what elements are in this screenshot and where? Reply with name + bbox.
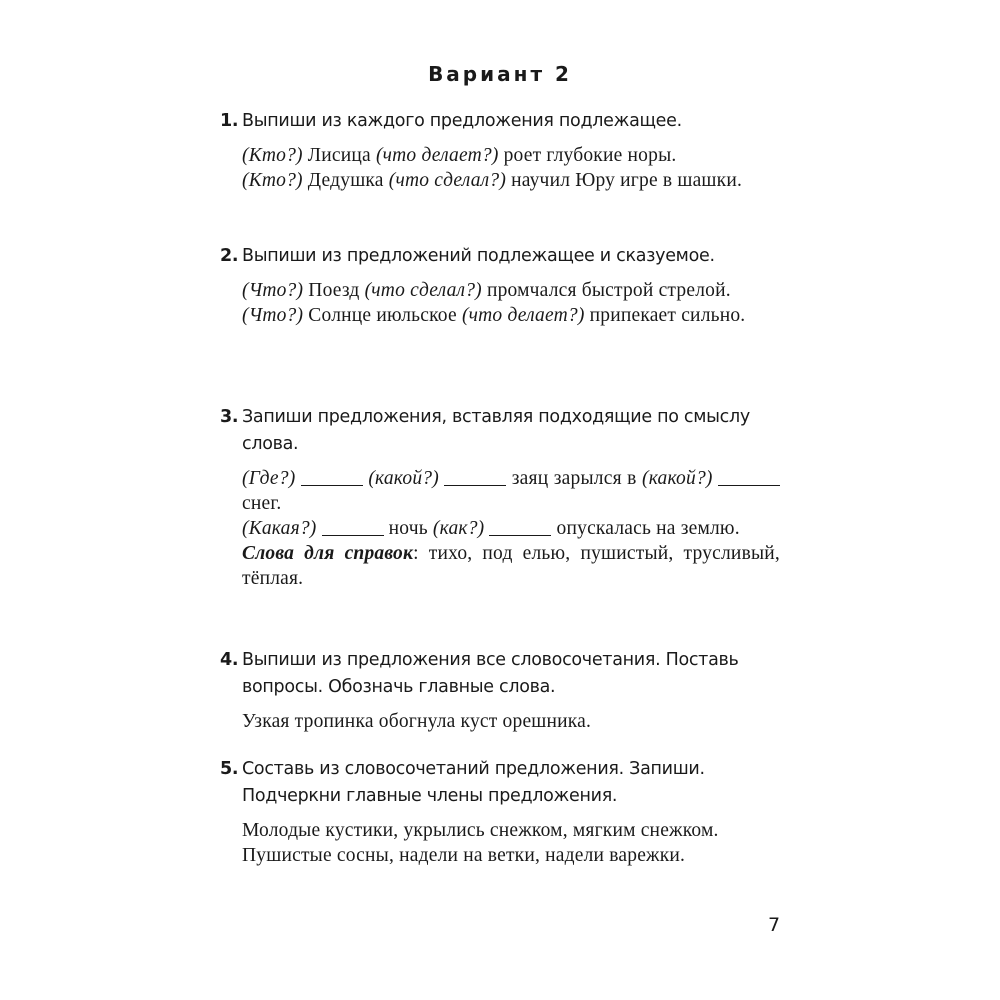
task-examples xyxy=(220,466,780,591)
task-number: 1. xyxy=(220,111,239,131)
answer-blank[interactable] xyxy=(322,517,384,536)
page-number: 7 xyxy=(768,914,781,936)
sentence-text: промчался быстрой стрелой. xyxy=(481,280,731,301)
answer-blank[interactable] xyxy=(301,467,363,486)
sentence-text: роет глубокие норы. xyxy=(498,145,677,166)
example-sentence: Пушистые сосны, надели на ветки, надели варежки. xyxy=(242,845,686,866)
instruction-text: Запиши предложения, вставляя подходящие по смыслу слова. xyxy=(242,407,750,454)
task-instruction xyxy=(220,647,780,701)
sentence-text: припекает сильно. xyxy=(584,305,746,326)
sentence-text: Лисица xyxy=(302,145,376,166)
task-5 xyxy=(220,756,780,868)
page-title: Вариант 2 xyxy=(428,62,572,86)
task-instruction xyxy=(220,243,780,270)
task-4 xyxy=(220,647,780,734)
answer-blank[interactable] xyxy=(718,467,780,486)
instruction-text: Составь из словосочетаний предложения. Запиши. Подчеркни главные члены предложения. xyxy=(242,759,705,806)
instruction-text: Выпиши из предложения все словосочетания. Поставь вопросы. Обозначь главные слова. xyxy=(242,650,739,697)
task-number: 3. xyxy=(220,407,239,427)
task-examples xyxy=(220,278,780,328)
example-sentence: Молодые кустики, укрылись снежком, мягким снежком. xyxy=(242,820,719,841)
task-number: 2. xyxy=(220,246,239,266)
task-2 xyxy=(220,243,780,328)
example-sentence xyxy=(242,303,780,328)
example-sentence xyxy=(242,278,780,303)
question-label: (Какая?) xyxy=(242,518,317,539)
question-label: (что делает?) xyxy=(461,305,585,326)
task-3 xyxy=(220,404,780,591)
instruction-text: Выпиши из каждого предложения подлежащее. xyxy=(242,111,682,131)
task-number: 5. xyxy=(220,759,239,779)
sentence-text: заяц зарылся в xyxy=(506,468,642,489)
example-sentence xyxy=(242,143,780,168)
question-label: (что сделал?) xyxy=(388,170,507,191)
sentence-text: ночь xyxy=(383,518,433,539)
task-examples xyxy=(220,709,780,734)
question-label: (что сделал?) xyxy=(364,280,482,301)
question-label: (что делает?) xyxy=(375,145,499,166)
question-label: (какой?) xyxy=(642,468,713,489)
question-label: (Где?) xyxy=(242,468,296,489)
task-examples xyxy=(220,143,780,193)
task-number: 4. xyxy=(220,650,239,670)
sentence-text: Солнце июльское xyxy=(303,305,462,326)
question-label: (Что?) xyxy=(242,305,304,326)
sentence-text: Дедушка xyxy=(302,170,389,191)
example-sentence: Узкая тропинка обогнула куст орешника. xyxy=(242,711,592,732)
instruction-text: Выпиши из предложений подлежащее и сказуемое. xyxy=(242,246,715,266)
task-instruction xyxy=(220,404,780,458)
answer-blank[interactable] xyxy=(489,517,551,536)
example-sentence xyxy=(242,168,780,193)
sentence-text: Поезд xyxy=(303,280,365,301)
hint-label: Слова для справок xyxy=(242,543,414,564)
sentence-text: снег. xyxy=(242,493,282,514)
task-examples xyxy=(220,818,780,868)
task-instruction xyxy=(220,108,780,135)
task-instruction xyxy=(220,756,780,810)
task-1 xyxy=(220,108,780,193)
question-label: (Что?) xyxy=(242,280,304,301)
example-sentence xyxy=(242,516,780,541)
question-label: (как?) xyxy=(432,518,485,539)
answer-blank[interactable] xyxy=(444,467,506,486)
hint-text: : тихо, под елью, пушистый, трусливый, тёплая. xyxy=(242,543,780,589)
sentence-text: научил Юру игре в шашки. xyxy=(506,170,743,191)
example-sentence xyxy=(242,466,780,516)
hint-line xyxy=(242,541,780,591)
question-label: (какой?) xyxy=(368,468,439,489)
question-label: (Кто?) xyxy=(242,145,303,166)
question-label: (Кто?) xyxy=(242,170,303,191)
sentence-text: опускалась на землю. xyxy=(551,518,740,539)
